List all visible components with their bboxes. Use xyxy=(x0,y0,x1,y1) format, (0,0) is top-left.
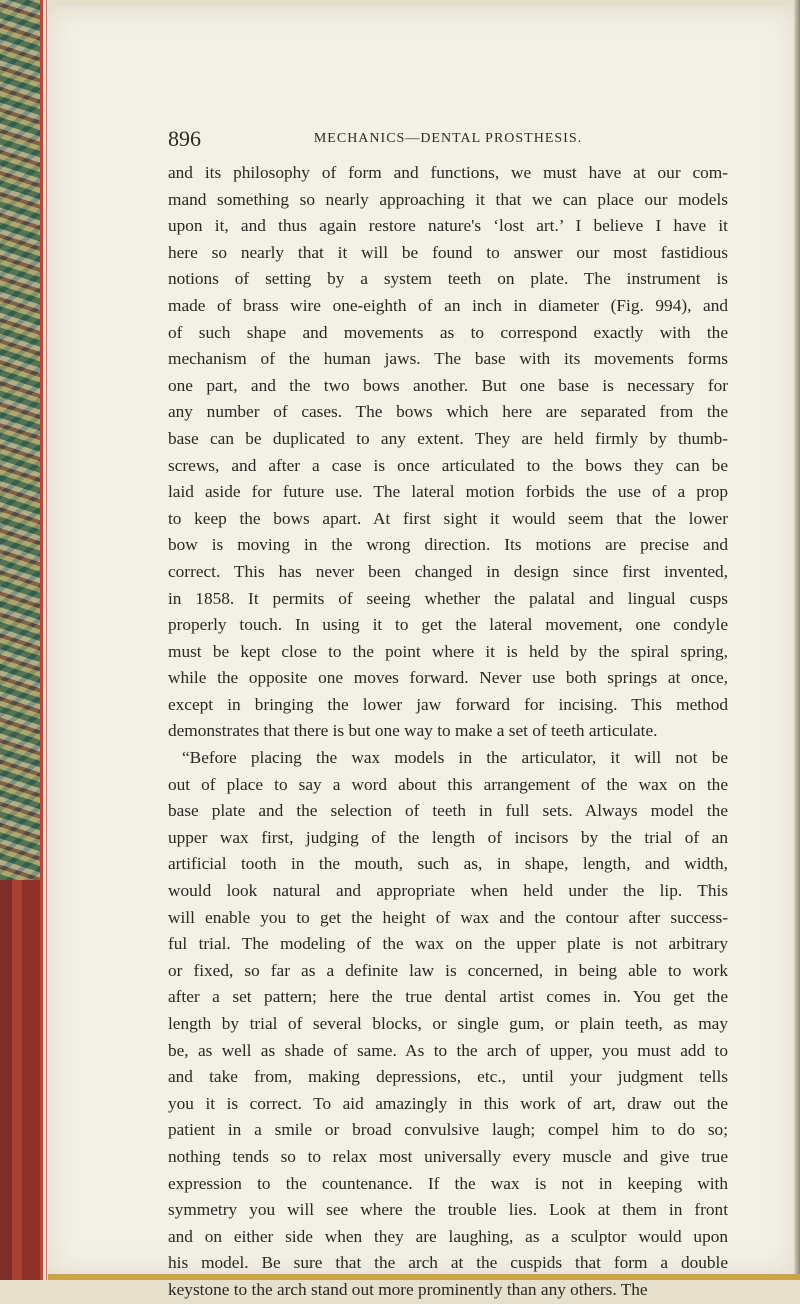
text-line: be, as well as shade of same. As to the arch of upper, you must add to xyxy=(168,1040,728,1060)
text-line: after a set pattern; here the true dental artist comes in. You get the xyxy=(168,987,728,1007)
text-line: artificial tooth in the mouth, such as, in shape, length, and width, xyxy=(168,854,728,874)
text-line: laid aside for future use. The lateral motion forbids the use of a prop xyxy=(168,482,728,502)
page-number: 896 xyxy=(168,126,201,151)
text-line: made of brass wire one-eighth of an inch in diameter (Fig. 994), and xyxy=(168,295,728,315)
book-binding-cloth xyxy=(0,880,40,1280)
text-line: in 1858. It permits of seeing whether the palatal and lingual cusps xyxy=(168,588,728,608)
text-line: base plate and the selection of teeth in full sets. Always model the xyxy=(168,801,728,821)
text-line: demonstrates that there is but one way to make a set of teeth articulate. xyxy=(168,721,658,741)
text-line: one part, and the two bows another. But one base is necessary for xyxy=(168,375,728,395)
text-line: base can be duplicated to any extent. They are held firmly by thumb- xyxy=(168,428,728,448)
text-line: upper wax first, judging of the length of incisors by the trial of an xyxy=(168,827,728,847)
text-line: “Before placing the wax models in the articulator, it will not be xyxy=(182,748,728,768)
text-line: to keep the bows apart. At first sight it would seem that the lower xyxy=(168,508,728,528)
text-line: symmetry you will see where the trouble lies. Look at them in front xyxy=(168,1200,728,1220)
text-line: expression to the countenance. If the wax is not in keeping with xyxy=(168,1173,728,1193)
text-line: correct. This has never been changed in design since first invented, xyxy=(168,561,728,581)
text-line: bow is moving in the wrong direction. Its motions are precise and xyxy=(168,535,728,555)
text-line: or fixed, so far as a definite law is concerned, in being able to work xyxy=(168,960,728,980)
text-line: length by trial of several blocks, or single gum, or plain teeth, as may xyxy=(168,1014,728,1033)
text-line: properly touch. In using it to get the lateral movement, one condyle xyxy=(168,615,728,635)
text-line: except in bringing the lower jaw forward for incising. This method xyxy=(168,694,728,714)
text-line: will enable you to get the height of wax and the contour after success- xyxy=(168,907,728,927)
text-line: and take from, making depressions, etc., until your judgment tells xyxy=(168,1067,728,1087)
text-line: patient in a smile or broad convulsive laugh; compel him to do so; xyxy=(168,1120,728,1140)
text-line: and its philosophy of form and functions, we must have at our com- xyxy=(168,163,728,182)
text-line: upon it, and thus again restore nature's ‘lost art.’ I believe I have it xyxy=(168,216,728,236)
text-line: any number of cases. The bows which here are separated from the xyxy=(168,402,728,422)
text-line: here so nearly that it will be found to answer our most fastidious xyxy=(168,242,728,262)
text-line: his model. Be sure that the arch at the cuspids that form a double xyxy=(168,1253,728,1273)
text-line: notions of setting by a system teeth on plate. The instrument is xyxy=(168,269,728,289)
text-line: nothing tends so to relax most universally every muscle and give true xyxy=(168,1146,728,1166)
text-line: while the opposite one moves forward. Never use both springs at once, xyxy=(168,668,728,688)
running-header xyxy=(168,126,728,156)
text-line: of such shape and movements as to correspond exactly with the xyxy=(168,322,728,342)
text-line: must be kept close to the point where it is held by the spiral spring, xyxy=(168,641,728,661)
text-line: ful trial. The modeling of the wax on the upper plate is not arbitrary xyxy=(168,934,728,954)
text-line: mechanism of the human jaws. The base with its movements forms xyxy=(168,349,728,369)
text-line: mand something so nearly approaching it that we can place our models xyxy=(168,189,728,209)
text-line: you it is correct. To aid amazingly in this work of art, draw out the xyxy=(168,1093,728,1113)
page-right-edge xyxy=(794,0,800,1280)
running-title: MECHANICS—DENTAL PROSTHESIS. xyxy=(313,131,583,146)
text-line: and on either side when they are laughing, as a sculptor would upon xyxy=(168,1226,728,1246)
text-line: screws, and after a case is once articulated to the bows they can be xyxy=(168,455,728,475)
page-gutter-rule-thin xyxy=(46,0,47,1280)
page-gutter-rule xyxy=(40,0,43,1280)
text-line: would look natural and appropriate when held under the lip. This xyxy=(168,881,728,901)
text-line: keystone to the arch stand out more prominently than any others. The xyxy=(168,1279,648,1299)
text-line: out of place to say a word about this arrangement of the wax on the xyxy=(168,774,728,794)
body-text xyxy=(168,160,728,1304)
